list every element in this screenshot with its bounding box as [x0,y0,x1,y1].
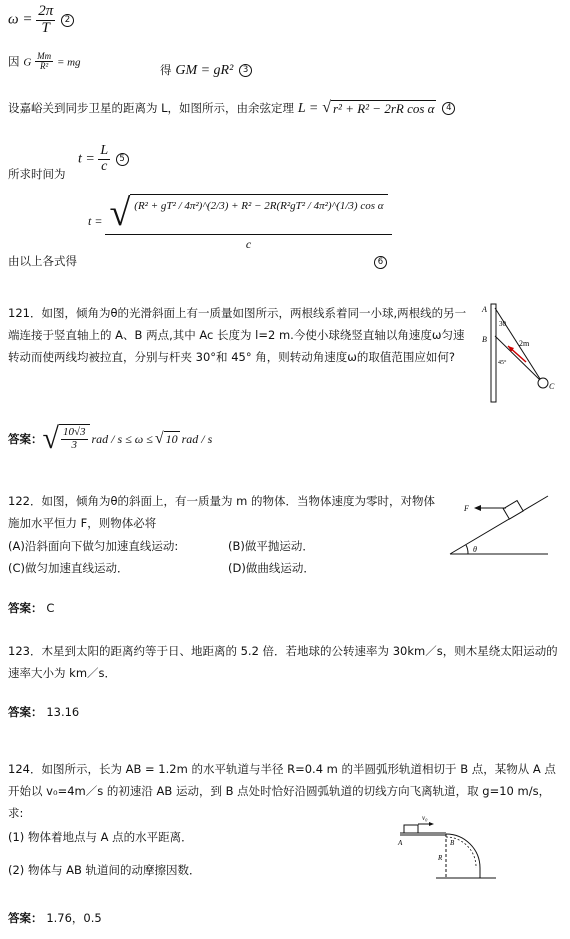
answer-121-upper: 10 [165,432,178,446]
answer-122 [8,600,54,616]
eq6-term1: (R² + gT² / 4π²)^(2/3) + R² − 2R(R²gT² / 4π²)^(1/3) cos α [130,194,387,232]
eq3-num: Mm [37,51,52,61]
eq2-lhs: ω = [8,11,33,28]
answer-123-label: 答案： [8,705,43,719]
eq3-rhs: = mg [56,56,81,69]
q122-option-c: (C)做匀加速直线运动． [8,561,129,575]
eq4-radicand: r² + R² − 2rR cos α [332,101,435,116]
eq6-lhs: t = [88,213,103,228]
fig121-length: 2m [519,339,530,348]
fig121-label-c: C [549,382,555,391]
q122-option-a: (A)沿斜面向下做匀加速直线运动: [8,539,179,553]
eq2-den: T [41,19,50,36]
answer-122-value: C [46,601,55,615]
equation-2 [8,4,74,37]
eq3-prefix: 因 [8,54,20,69]
fig122-label-f: F [464,504,469,513]
eq5-num: L [100,143,109,158]
eq6-sqrt: √ (R² + gT² / 4π²)^(2/3) + R² − 2R(R²gT² / 4π²)^(1/3) cos α [109,194,387,232]
fig124-label-a: A [398,839,403,847]
answer-121-label: 答案： [8,432,43,446]
answer-121 [8,424,212,454]
eq3-result: GM = gR² [175,63,234,78]
answer-121-upper-sqrt: √ 10 [154,430,178,447]
answer-123 [8,704,79,720]
q124-sub-1: (1) 物体着地点与 A 点的水平距离． [8,830,193,844]
answer-121-lower-sqrt: √ $\frac{10√3}{3}$ [43,424,90,454]
fig124-label-v0: v₀ [422,814,428,822]
fig121-label-a: A [482,305,487,314]
marker-6: 6 [374,256,387,269]
answer-123-value: 13.16 [46,705,80,719]
equation-4 [8,100,455,117]
figure-122 [448,488,558,560]
question-124: 124．如图所示，长为 AB = 1.2m 的水平轨道与半径 R=0.4 m 的半圆弧形轨道相切于 B 点，某物从 A 点开始以 v₀=4m／s 的初速沿 AB 运动，到 B 点处时恰好沿圆弧轨道的切线方向飞离轨道，取 g=10 m/s，求: [8,762,556,820]
answer-124-value: 1.76，0.5 [46,911,102,925]
eq3-g: G [23,56,32,69]
eq5-fraction [98,144,110,174]
eq5-text: 所求时间为 [8,167,66,181]
eq6-text: 由以上各式得 [8,254,77,268]
eq4-sqrt: √ r² + R² − 2rR cos α [322,99,435,116]
eq5-lhs: t = [78,151,95,167]
answer-121-unit2: rad / s [181,431,213,446]
q124-sub-2: (2) 物体与 AB 轨道间的动摩擦因数． [8,863,201,877]
marker-2: 2 [61,14,74,27]
eq3-den: R² [40,61,49,72]
fig121-label-b: B [482,335,487,344]
eq3-fraction [35,52,53,72]
eq4-text: 设嘉峪关到同步卫星的距离为 L，如图所示，由余弦定理 [8,101,295,115]
figure-121 [478,298,568,408]
answer-122-label: 答案： [8,601,43,615]
question-121: 121．如图，倾角为θ的光滑斜面上有一质量如图所示，两根线系着同一小球,两根线的另一端连接于竖直轴上的 A、B 两点,其中 Ac 长度为 l=2 m.今使小球绕竖直轴以角速度ω匀速转动而使两线均被拉直，分别与杆夹 30°和 45° 角，则转动角速度ω的取值范围应如何? [8,306,467,364]
equation-3 [8,52,81,72]
equation-6 [88,192,392,251]
question-122: 122．如图，倾角为θ的斜面上，有一质量为 m 的物体．当物体速度为零时，对物体施加水平恒力 F，则物体必将 [8,494,435,530]
eq2-num: 2π [38,3,54,19]
marker-3: 3 [239,64,252,77]
q122-option-b: (B)做平抛运动． [228,539,314,553]
fig122-label-theta: θ [473,545,477,554]
eq6-den: c [245,237,252,251]
fig121-angle-30: 30 [499,320,506,328]
answer-124-label: 答案： [8,911,43,925]
marker-5: 5 [116,153,129,166]
eq5-den: c [101,158,108,174]
q122-option-d: (D)做曲线运动． [228,561,315,575]
eq6-fraction [105,192,391,251]
equation-5-lhs [78,144,129,174]
eq2-fraction [36,4,55,37]
fig124-label-r: R [438,854,443,862]
figure-124 [396,812,506,902]
fig121-angle-45: 45° [498,360,507,366]
answer-121-unit: rad / s ≤ ω ≤ [91,431,153,446]
question-123: 123．木星到太阳的距离约等于日、地距离的 5.2 倍．若地球的公转速率为 30km／s，则木星绕太阳运动的速率大小为 km／s． [8,644,558,680]
fig124-label-b: B [450,839,455,847]
eq4-lhs: L = [297,101,319,116]
eq3-get: 得 [160,63,172,77]
marker-4: 4 [442,102,455,115]
equation-3-result [160,62,252,79]
answer-124 [8,910,102,926]
